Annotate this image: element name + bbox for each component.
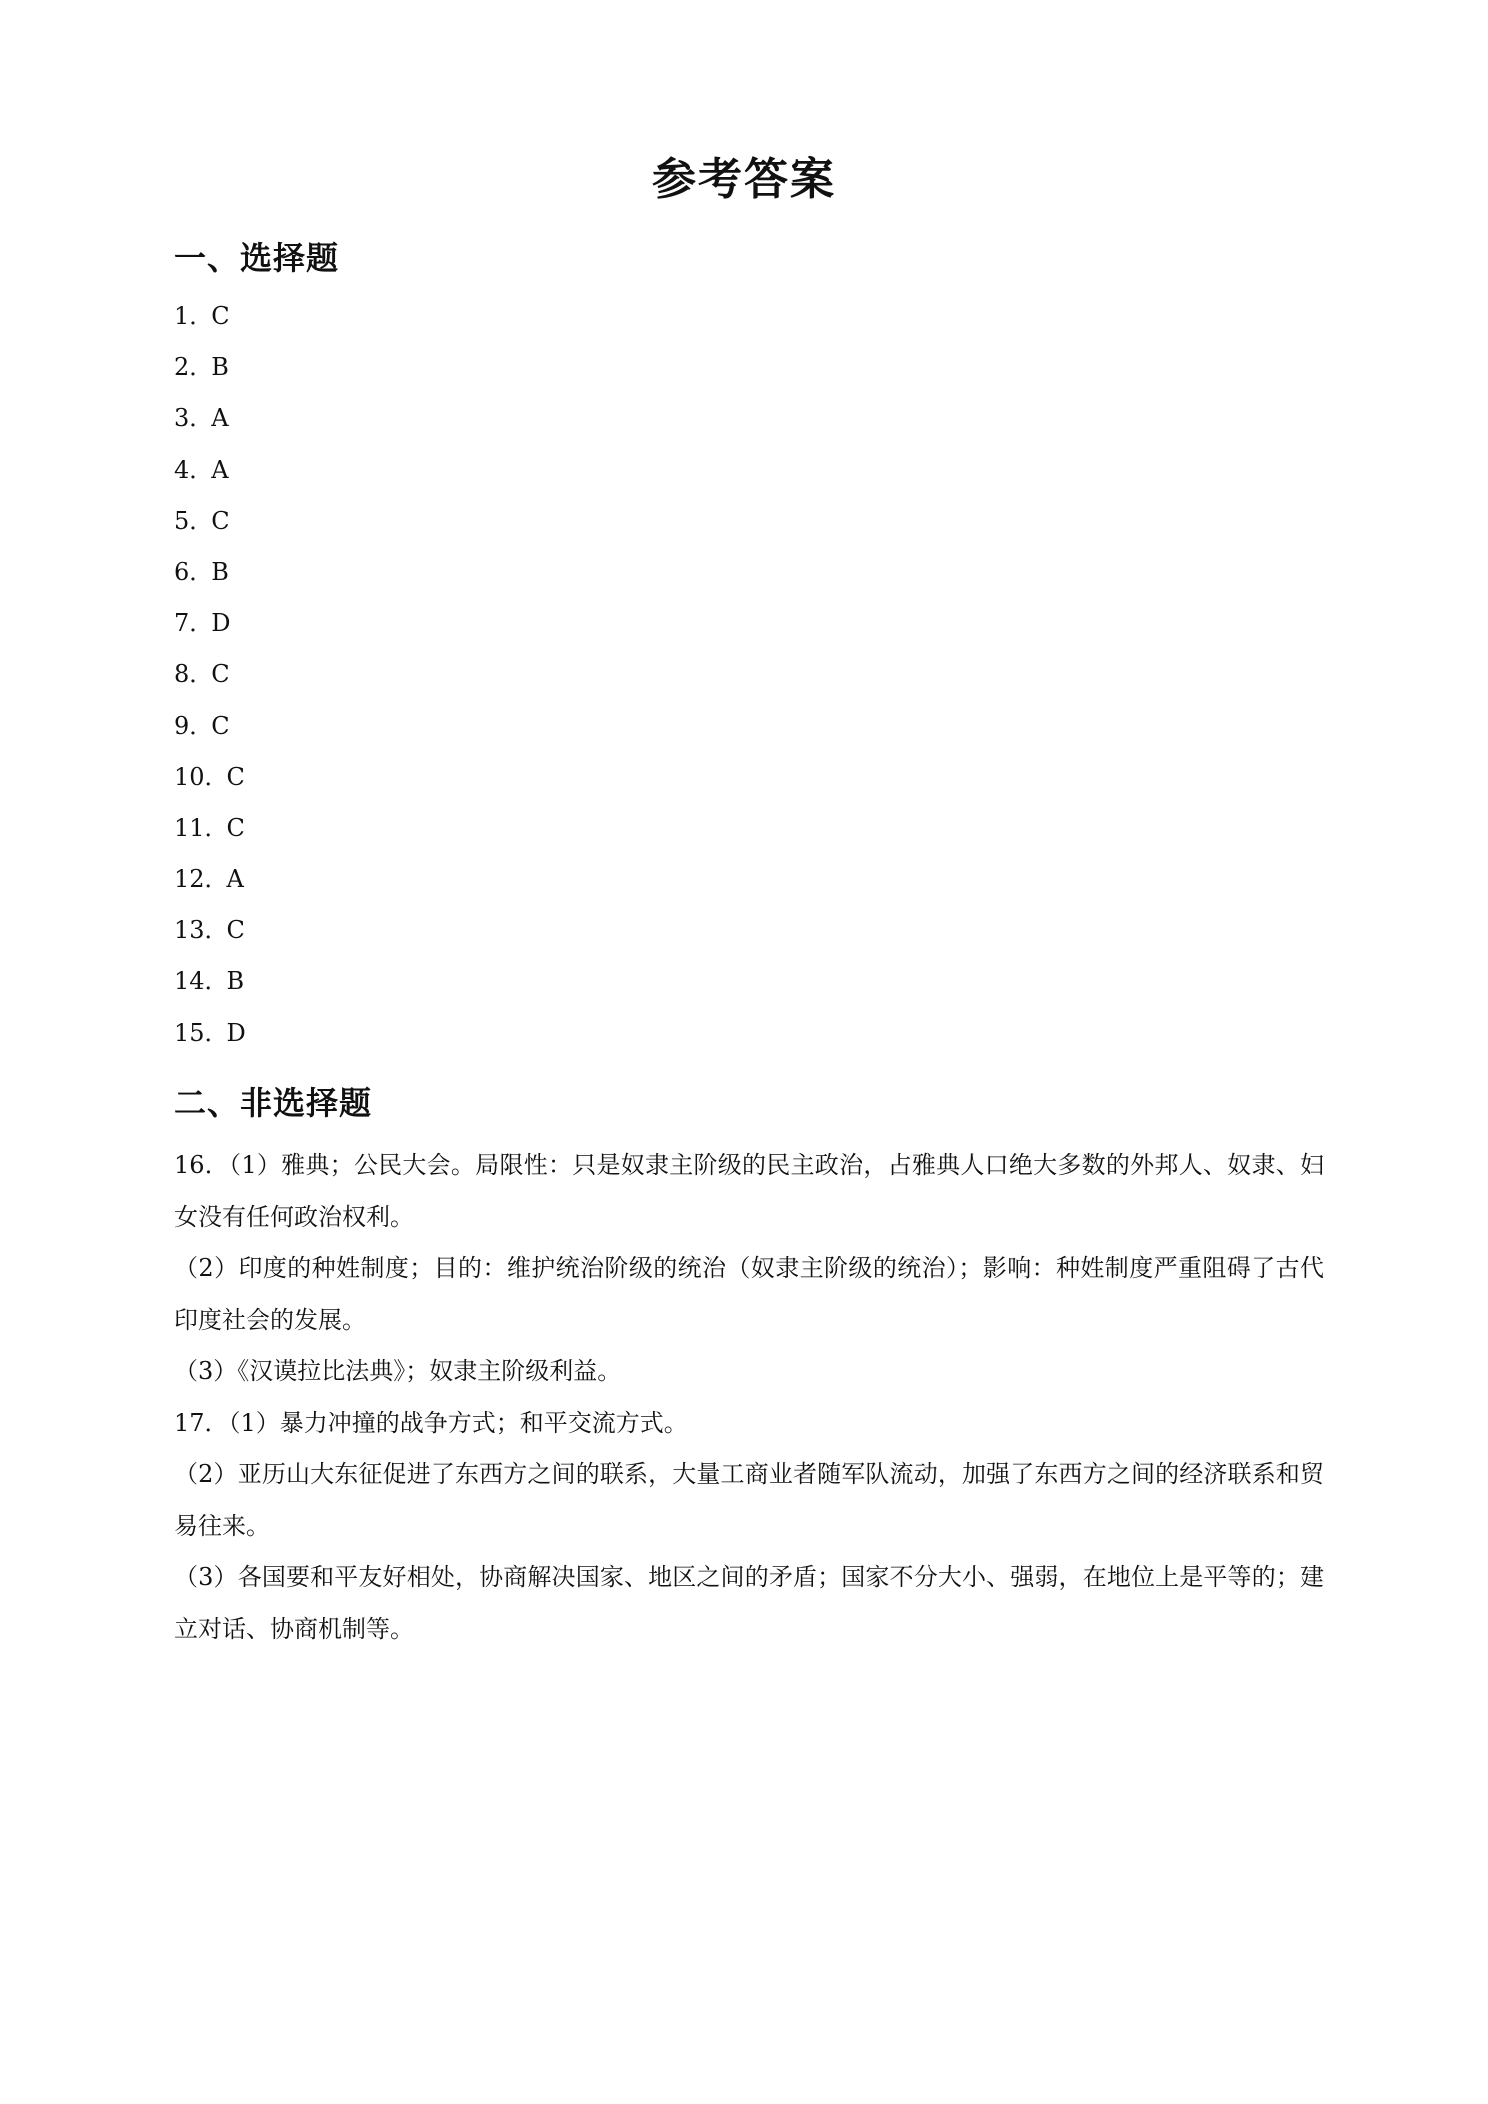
list-item (174, 859, 246, 910)
number-separator: ． (204, 865, 229, 894)
list-item (174, 706, 246, 757)
question-number: 13 (174, 916, 205, 945)
answer-letter: D (211, 609, 231, 638)
list-item (174, 450, 246, 501)
answer-letter: C (226, 813, 245, 842)
list-item (174, 501, 246, 552)
number-separator: ． (204, 967, 229, 996)
question-number: 12 (174, 865, 205, 894)
question-number: 3 (174, 404, 190, 433)
q17-part3-answer: （3）各国要和平友好相处，协商解决国家、地区之间的矛盾；国家不分大小、强弱，在地位上是平等的；建立对话、协商机制等。 (174, 1563, 1324, 1643)
section-heading-essay: 二、非选择题 (174, 1084, 373, 1122)
number-separator: ． (189, 302, 214, 330)
answer-letter: C (211, 302, 230, 330)
number-separator: ． (189, 506, 214, 535)
question-number: 10 (174, 762, 205, 791)
question-number: 11 (174, 813, 205, 842)
q17-part2-answer: （2）亚历山大东征促进了东西方之间的联系，大量工商业者随军队流动，加强了东西方之间的经济联系和贸易往来。 (174, 1460, 1324, 1540)
list-item (174, 552, 246, 603)
answer-letter: B (211, 353, 229, 382)
question-number: 15 (174, 1018, 205, 1047)
number-separator: ． (204, 1018, 229, 1047)
list-item (174, 808, 246, 859)
answer-letter: C (226, 916, 245, 945)
question-number: 5 (174, 506, 190, 535)
list-item (174, 910, 246, 961)
number-separator: ． (189, 660, 214, 689)
number-separator: ． (204, 813, 229, 842)
answer-letter: B (226, 967, 245, 996)
list-item (174, 296, 246, 347)
list-item (174, 347, 246, 398)
answer-letter: D (226, 1018, 246, 1047)
list-item (174, 654, 246, 705)
number-separator: ． (189, 404, 214, 433)
choice-answer-list (174, 296, 246, 1064)
question-number: 1 (174, 302, 190, 330)
number-separator: ． (189, 557, 214, 586)
answer-letter: B (211, 557, 229, 586)
list-item (174, 757, 246, 808)
q17-part1-answer: 17．（1）暴力冲撞的战争方式；和平交流方式。 (174, 1408, 688, 1437)
question-number: 6 (174, 557, 190, 586)
question-number: 4 (174, 455, 190, 484)
answer-letter: A (226, 865, 244, 894)
question-number: 7 (174, 609, 190, 638)
answer-letter: A (211, 404, 229, 433)
question-number: 8 (174, 660, 190, 689)
list-item (174, 1013, 246, 1064)
q16-part3-answer: （3）《汉谟拉比法典》；奴隶主阶级利益。 (174, 1357, 622, 1385)
q16-part1-answer: 16．（1）雅典；公民大会。局限性：只是奴隶主阶级的民主政治，占雅典人口绝大多数的外邦人、奴隶、妇女没有任何政治权利。 (174, 1151, 1324, 1231)
q16-part2-answer: （2）印度的种姓制度；目的：维护统治阶级的统治（奴隶主阶级的统治）；影响：种姓制度严重阻碍了古代印度社会的发展。 (174, 1254, 1324, 1334)
answer-letter: A (211, 455, 229, 484)
question-number: 14 (174, 967, 205, 996)
essay-answers (174, 1140, 1324, 1655)
answer-letter: C (211, 711, 230, 740)
number-separator: ． (189, 609, 214, 638)
list-item (174, 398, 246, 449)
number-separator: ． (189, 455, 214, 484)
number-separator: ． (204, 916, 229, 945)
number-separator: ． (189, 711, 214, 740)
answer-letter: C (211, 660, 230, 689)
answer-letter: C (226, 762, 245, 791)
number-separator: ． (189, 353, 214, 382)
question-number: 9 (174, 711, 190, 740)
number-separator: ． (204, 762, 229, 791)
section-heading-choice: 一、选择题 (174, 239, 340, 277)
list-item (174, 603, 246, 654)
page-title: 参考答案 (652, 154, 836, 205)
answer-letter: C (211, 506, 230, 535)
list-item (174, 961, 246, 1012)
question-number: 2 (174, 353, 190, 382)
